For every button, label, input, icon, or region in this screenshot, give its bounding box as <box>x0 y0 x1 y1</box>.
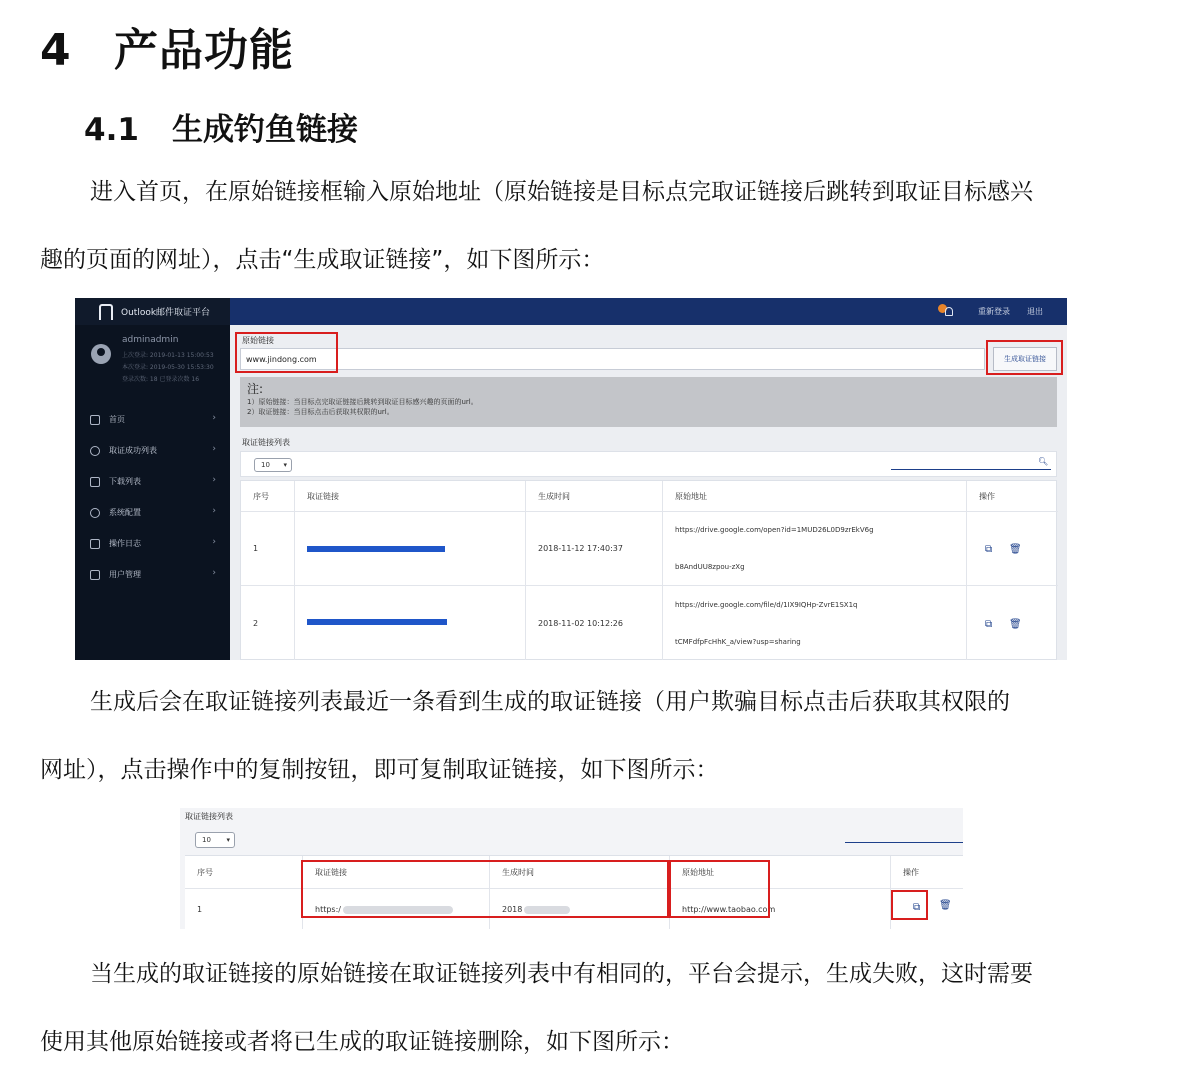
link-list-label: 取证链接列表 <box>185 812 233 821</box>
trash-icon[interactable]: 🗑︎ <box>1009 543 1022 555</box>
row-number: 1 <box>241 512 295 585</box>
actions-cell <box>967 512 1058 585</box>
column-header: 取证链接 <box>303 856 490 888</box>
original-url-part: https://drive.google.com/open?id=1MUD26L0D9zrEkV6g <box>675 526 874 535</box>
chevron-right-icon: › <box>212 506 216 516</box>
copy-icon[interactable]: ⧉ <box>985 543 993 555</box>
user-info-line: 本次登录: 2019-05-30 15:53:30 <box>122 364 214 371</box>
redaction-bar <box>307 546 445 552</box>
sidebar-item-user-management[interactable] <box>75 559 230 590</box>
chevron-right-icon: › <box>212 537 216 547</box>
created-time: 2018-11-12 17:40:37 <box>526 512 663 585</box>
generate-link-button[interactable]: 生成取证链接 <box>993 347 1057 371</box>
gear-icon <box>90 508 100 518</box>
paragraph-3-line-1: 当生成的取证链接的原始链接在取证链接列表中有相同的，平台会提示，生成失败，这时需要 <box>90 961 1033 987</box>
sidebar-item-system-config[interactable] <box>75 497 230 528</box>
sidebar-item-success-list[interactable] <box>75 435 230 466</box>
logo-icon <box>99 304 113 320</box>
user-info-line: 登录次数: 18 已登录次数 16 <box>122 376 200 383</box>
user-name: adminadmin <box>122 335 179 345</box>
original-url: http://www.taobao.com <box>670 889 891 929</box>
sidebar-item-download-list[interactable] <box>75 466 230 497</box>
original-url-part: tCMFdfpFcHhK_a/view?usp=sharing <box>675 638 801 647</box>
app-logo <box>75 298 230 325</box>
original-url-cell <box>663 512 967 585</box>
link-list-label: 取证链接列表 <box>242 438 290 447</box>
column-header: 序号 <box>241 481 295 511</box>
original-link-input[interactable]: www.jindong.com <box>240 348 985 370</box>
sidebar-item-label: 系统配置 <box>109 508 141 517</box>
sidebar-item-label: 用户管理 <box>109 570 141 579</box>
chapter-title: 产品功能 <box>114 25 294 76</box>
chart-icon <box>90 570 100 580</box>
original-url-part: b8AndUU8zpou-zXg <box>675 562 745 571</box>
created-time: 2018-11-02 10:12:26 <box>526 586 663 660</box>
relogin-link[interactable]: 重新登录 <box>978 307 1010 316</box>
page-size-select[interactable]: 10 ▾ <box>195 832 235 848</box>
paragraph-1-line-2: 趣的页面的网址），点击“生成取证链接”，如下图所示： <box>40 247 605 273</box>
highlight-copy-button-box <box>891 890 928 920</box>
table-header-row <box>241 481 1058 512</box>
app-title: Outlook邮件取证平台 <box>121 308 211 318</box>
screenshot-copy-link <box>180 808 963 929</box>
original-url-cell <box>663 586 967 660</box>
chevron-right-icon: › <box>212 475 216 485</box>
original-url-part: https://drive.google.com/file/d/1IX9IQHp-ZvrE1SX1q <box>675 600 858 609</box>
section-number: 4.1 <box>84 112 139 148</box>
sidebar-item-operation-log[interactable] <box>75 528 230 559</box>
sidebar-item-label: 取证成功列表 <box>109 446 157 455</box>
table-row <box>241 512 1058 586</box>
section-heading <box>84 104 358 149</box>
search-input[interactable] <box>845 842 963 843</box>
note-line: 2）取证链接：当目标点击后获取其权限的url。 <box>247 408 394 416</box>
note-title: 注: <box>247 382 264 396</box>
row-number: 2 <box>241 586 295 660</box>
highlight-input-box <box>235 332 338 373</box>
highlight-columns-box <box>301 860 669 918</box>
redacted-link-cell <box>295 512 526 585</box>
link-table <box>240 480 1057 660</box>
trash-icon[interactable]: 🗑︎ <box>939 900 952 911</box>
trash-icon[interactable]: 🗑︎ <box>1009 618 1022 630</box>
user-info-line: 上次登录: 2019-01-13 15:00:53 <box>122 352 214 359</box>
highlight-orig-box <box>669 860 770 918</box>
logout-link[interactable]: 退出 <box>1027 307 1043 316</box>
avatar <box>91 344 111 364</box>
sidebar-item-label: 首页 <box>109 415 125 424</box>
search-input[interactable] <box>891 469 1051 470</box>
sidebar-item-label: 操作日志 <box>109 539 141 548</box>
paragraph-3-line-2: 使用其他原始链接或者将已生成的取证链接删除，如下图所示： <box>40 1029 684 1055</box>
section-title: 生成钓鱼链接 <box>172 112 358 148</box>
chevron-right-icon: › <box>212 444 216 454</box>
chevron-right-icon: › <box>212 413 216 423</box>
list-icon <box>90 446 100 456</box>
chevron-right-icon: › <box>212 568 216 578</box>
table-row <box>241 586 1058 660</box>
user-panel <box>75 325 230 397</box>
copy-icon[interactable]: ⧉ <box>913 902 921 913</box>
column-header: 原始地址 <box>670 856 891 888</box>
sidebar-item-label: 下载列表 <box>109 477 141 486</box>
highlight-button-box <box>986 340 1063 375</box>
image-icon <box>90 415 100 425</box>
column-header: 生成时间 <box>490 856 670 888</box>
sidebar <box>75 298 230 660</box>
screenshot-generate-link <box>75 298 1067 660</box>
original-link-label: 原始链接 <box>242 336 274 345</box>
column-header: 生成时间 <box>526 481 663 511</box>
user-icon[interactable] <box>945 307 953 316</box>
note-panel <box>240 377 1057 427</box>
time-prefix: 2018 <box>502 905 523 914</box>
column-header: 操作 <box>979 491 995 501</box>
column-header: 操作 <box>903 867 919 877</box>
chapter-heading <box>40 14 294 78</box>
row-number: 1 <box>185 889 303 929</box>
column-header: 取证链接 <box>295 481 526 511</box>
page-size-select[interactable]: 10 ▾ <box>254 458 292 472</box>
link-prefix: https:/ <box>315 905 341 914</box>
chapter-number: 4 <box>40 25 72 76</box>
copy-icon[interactable]: ⧉ <box>985 618 993 630</box>
download-icon <box>90 477 100 487</box>
paragraph-2-line-1: 生成后会在取证链接列表最近一条看到生成的取证链接（用户欺骗目标点击后获取其权限的 <box>90 689 1010 715</box>
actions-cell <box>967 586 1058 660</box>
redacted-link-cell <box>295 586 526 660</box>
paragraph-1-line-1: 进入首页，在原始链接框输入原始地址（原始链接是目标点完取证链接后跳转到取证目标感兴 <box>90 179 1033 205</box>
table-toolbar <box>240 451 1057 477</box>
column-header: 序号 <box>185 856 303 888</box>
column-header: 原始地址 <box>663 481 967 511</box>
paragraph-2-line-2: 网址），点击操作中的复制按钮，即可复制取证链接，如下图所示： <box>40 757 719 783</box>
edit-icon <box>90 539 100 549</box>
search-icon[interactable]: 🔍︎ <box>1038 457 1049 466</box>
redaction-bar <box>307 619 447 625</box>
sidebar-item-home[interactable] <box>75 404 230 435</box>
note-line: 1）原始链接：当目标点完取证链接后跳转到取证目标感兴趣的页面的url。 <box>247 398 478 406</box>
